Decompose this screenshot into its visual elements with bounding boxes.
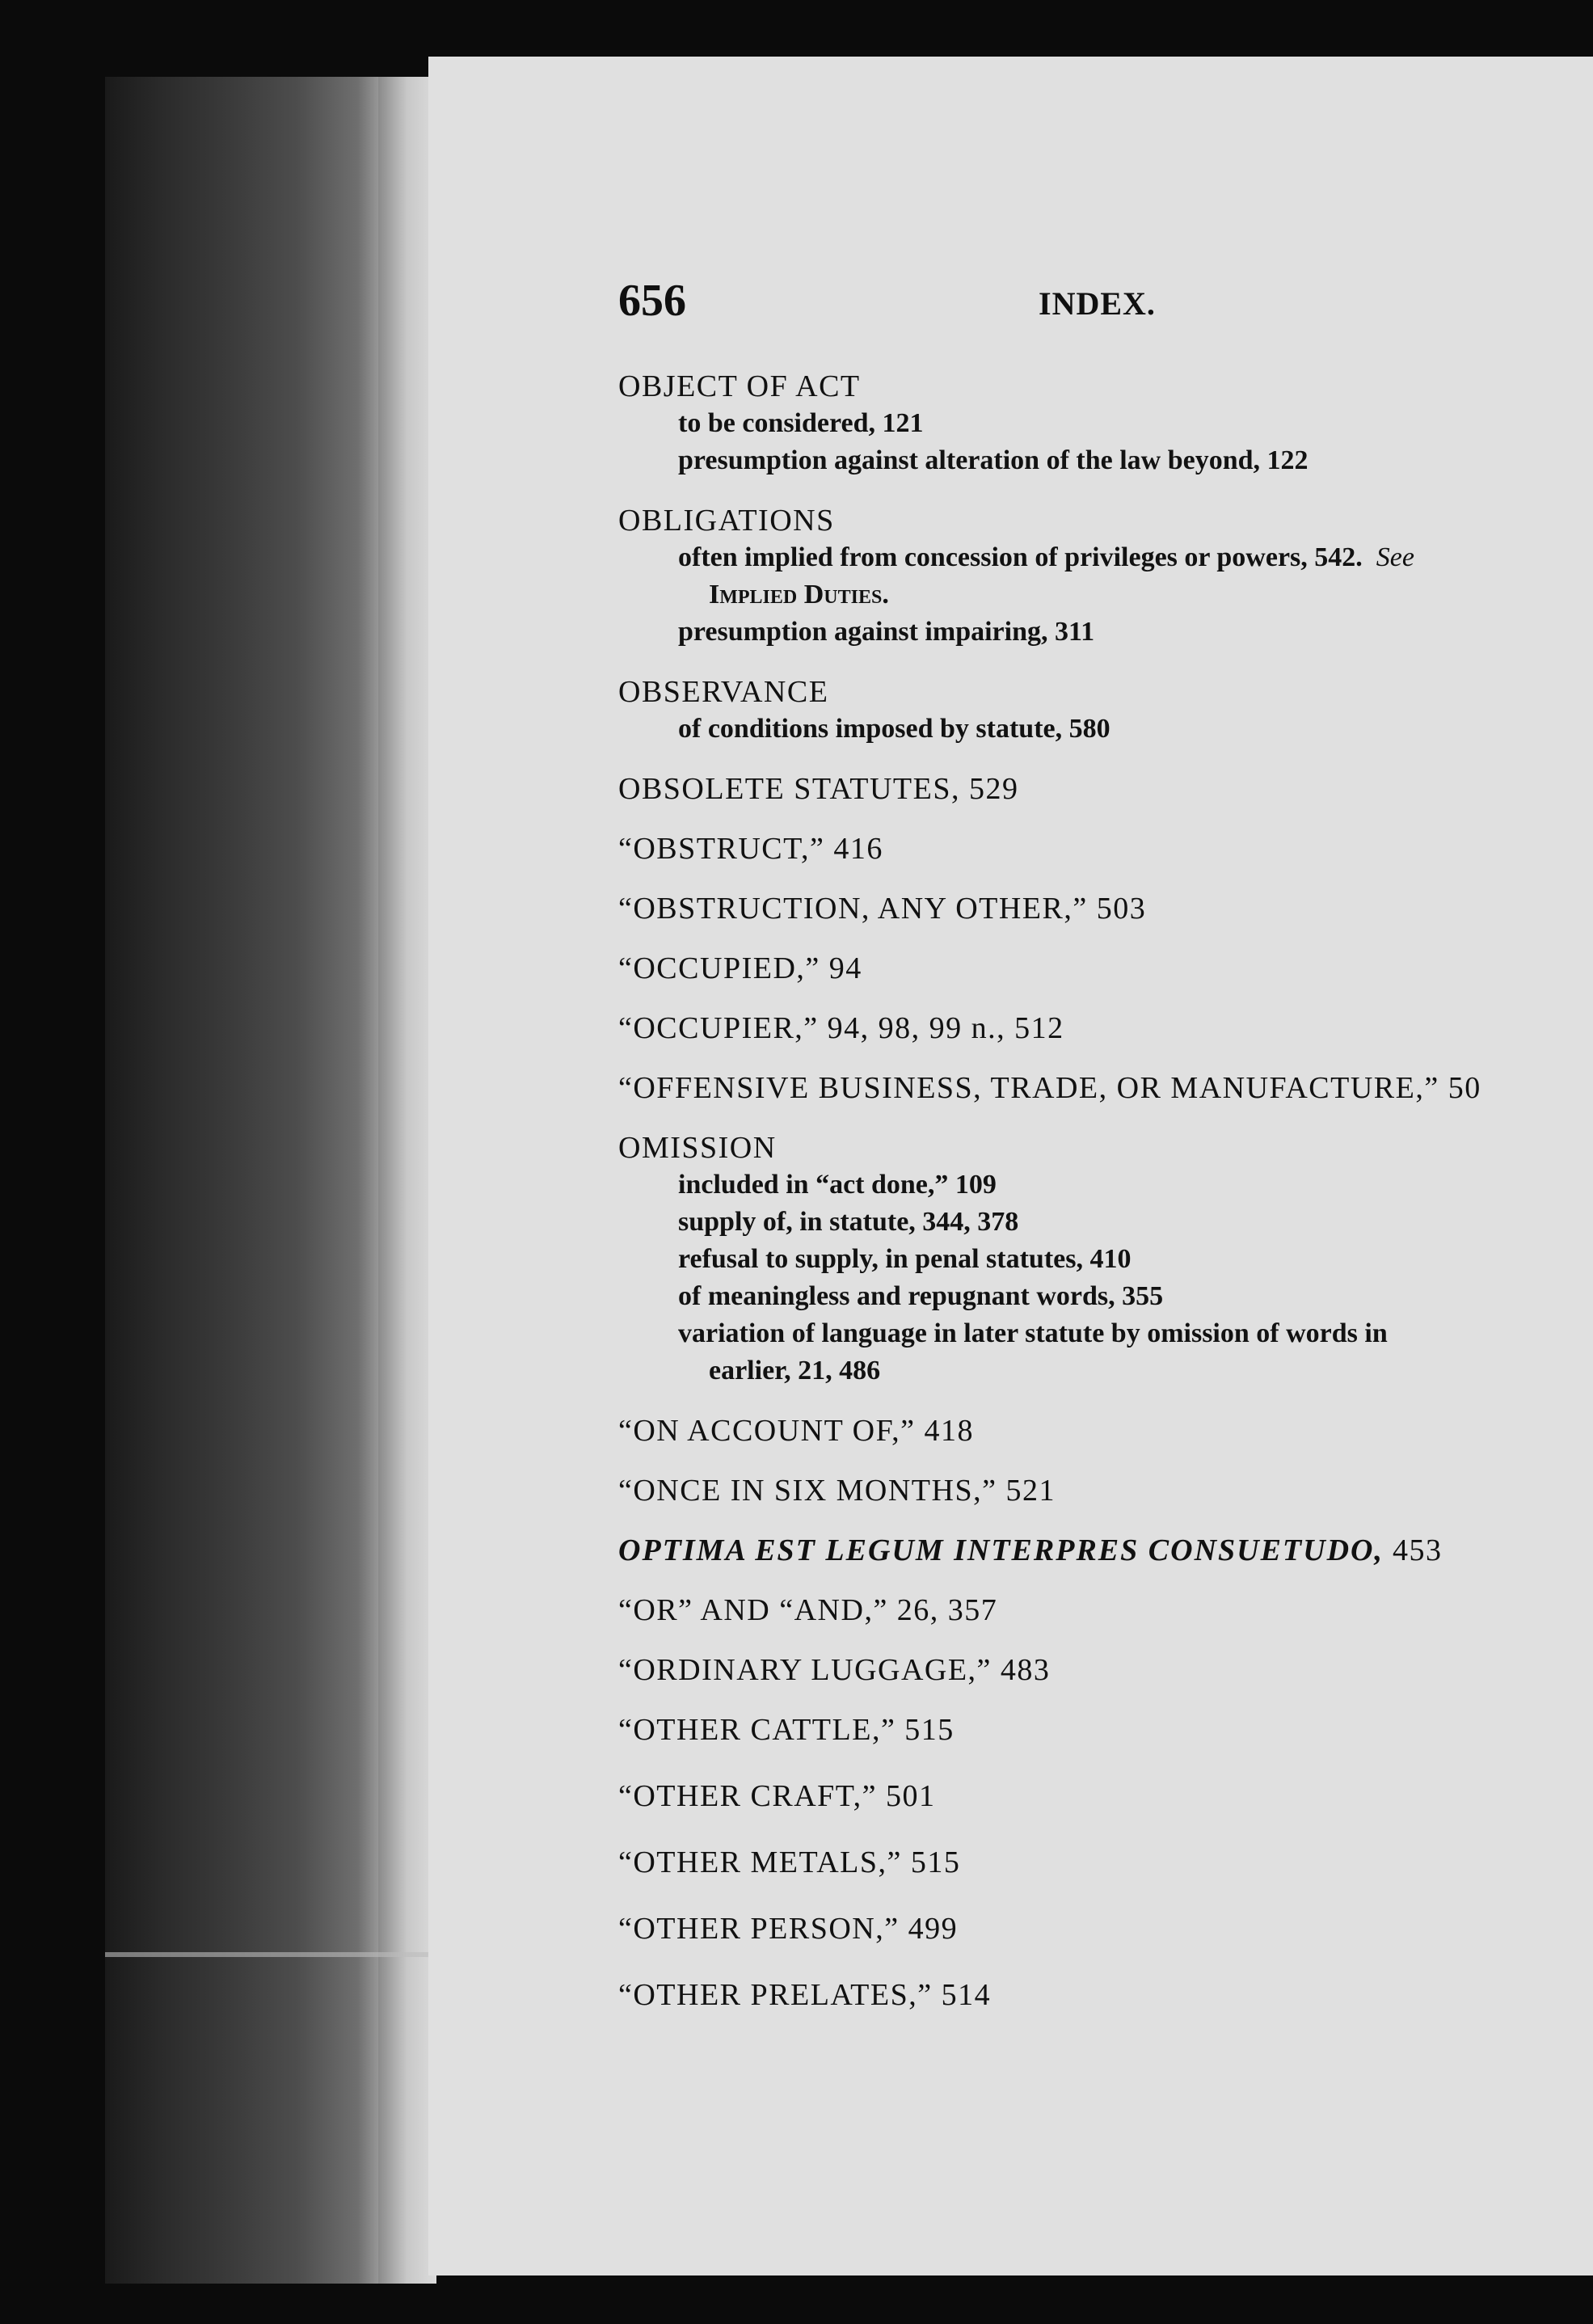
entry-heading: “OTHER PERSON,” 499 (618, 1912, 959, 1946)
index-entry (618, 1778, 1593, 1815)
index-entry (618, 1129, 1593, 1390)
entry-heading: “OR” AND “AND,” 26, 357 (618, 1593, 998, 1627)
entry-heading: “ONCE IN SIX MONTHS,” 521 (618, 1474, 1056, 1508)
entry-heading: OBSERVANCE (618, 675, 829, 709)
index-entry (618, 368, 1593, 479)
index-entry (618, 1069, 1593, 1107)
sub-entry: presumption against alteration of the law beyond, 122 (678, 445, 1309, 475)
sub-entry (618, 539, 1593, 576)
entry-heading-latin (618, 1532, 1593, 1569)
entry-heading: “OBSTRUCTION, ANY OTHER,” 503 (618, 892, 1147, 926)
scan-streak (105, 1952, 436, 1957)
index-entry (618, 1844, 1593, 1881)
index-entry (618, 770, 1593, 808)
index-entry (618, 1532, 1593, 1569)
sub-entry: to be considered, 121 (678, 408, 924, 438)
sub-entry: supply of, in statute, 344, 378 (678, 1207, 1019, 1237)
sub-entry: of meaningless and repugnant words, 355 (678, 1281, 1164, 1311)
page-number: 656 (618, 276, 686, 326)
entry-heading: “OFFENSIVE BUSINESS, TRADE, OR MANUFACTURE,” 50 (618, 1071, 1481, 1105)
entry-heading: “OTHER CRAFT,” 501 (618, 1779, 936, 1813)
index-entry (618, 1412, 1593, 1449)
entry-heading: OMISSION (618, 1131, 777, 1165)
entry-heading: “OCCUPIER,” 94, 98, 99 n., 512 (618, 1011, 1064, 1045)
entry-heading: “ON ACCOUNT OF,” 418 (618, 1414, 975, 1448)
index-entry (618, 950, 1593, 987)
index-entry (618, 1651, 1593, 1689)
index-entry (618, 673, 1593, 748)
entry-heading: “ORDINARY LUGGAGE,” 483 (618, 1653, 1051, 1687)
index-entry (618, 1010, 1593, 1047)
sub-entry-text: often implied from concession of privileges or powers, 542. (678, 542, 1363, 572)
entry-heading: OBSOLETE STATUTES, 529 (618, 772, 1019, 806)
cross-reference: Implied Duties. (709, 580, 889, 609)
index-entry (618, 1592, 1593, 1629)
latin-maxim: OPTIMA EST LEGUM INTERPRES CONSUETUDO, (618, 1533, 1384, 1567)
index-entry (618, 502, 1593, 651)
see-reference: See (1376, 542, 1414, 572)
entry-heading: “OTHER METALS,” 515 (618, 1845, 961, 1879)
running-head (618, 275, 1507, 340)
sub-entry: included in “act done,” 109 (678, 1170, 997, 1200)
entry-heading: OBJECT OF ACT (618, 369, 861, 403)
entry-page-ref: 453 (1392, 1533, 1443, 1567)
index-entry (618, 1711, 1593, 1748)
entry-heading: “OBSTRUCT,” 416 (618, 832, 883, 866)
index-entry (618, 890, 1593, 927)
sub-entry: of conditions imposed by statute, 580 (678, 714, 1110, 744)
entry-heading: “OCCUPIED,” 94 (618, 951, 862, 985)
sub-entry: presumption against impairing, 311 (678, 617, 1095, 647)
sub-entry: variation of language in later statute by omission of words in (678, 1318, 1388, 1348)
entry-heading: “OTHER PRELATES,” 514 (618, 1978, 992, 2012)
index-entry (618, 1472, 1593, 1509)
index-entry (618, 830, 1593, 867)
sub-entry: refusal to supply, in penal statutes, 410 (678, 1244, 1132, 1274)
page-heading: INDEX. (1039, 285, 1156, 322)
index-entry (618, 1910, 1593, 1947)
entry-heading: “OTHER CATTLE,” 515 (618, 1713, 955, 1747)
entry-heading: OBLIGATIONS (618, 504, 835, 538)
index-entries (618, 368, 1593, 2036)
index-entry (618, 1976, 1593, 2014)
sub-entry-continuation: earlier, 21, 486 (709, 1356, 881, 1386)
